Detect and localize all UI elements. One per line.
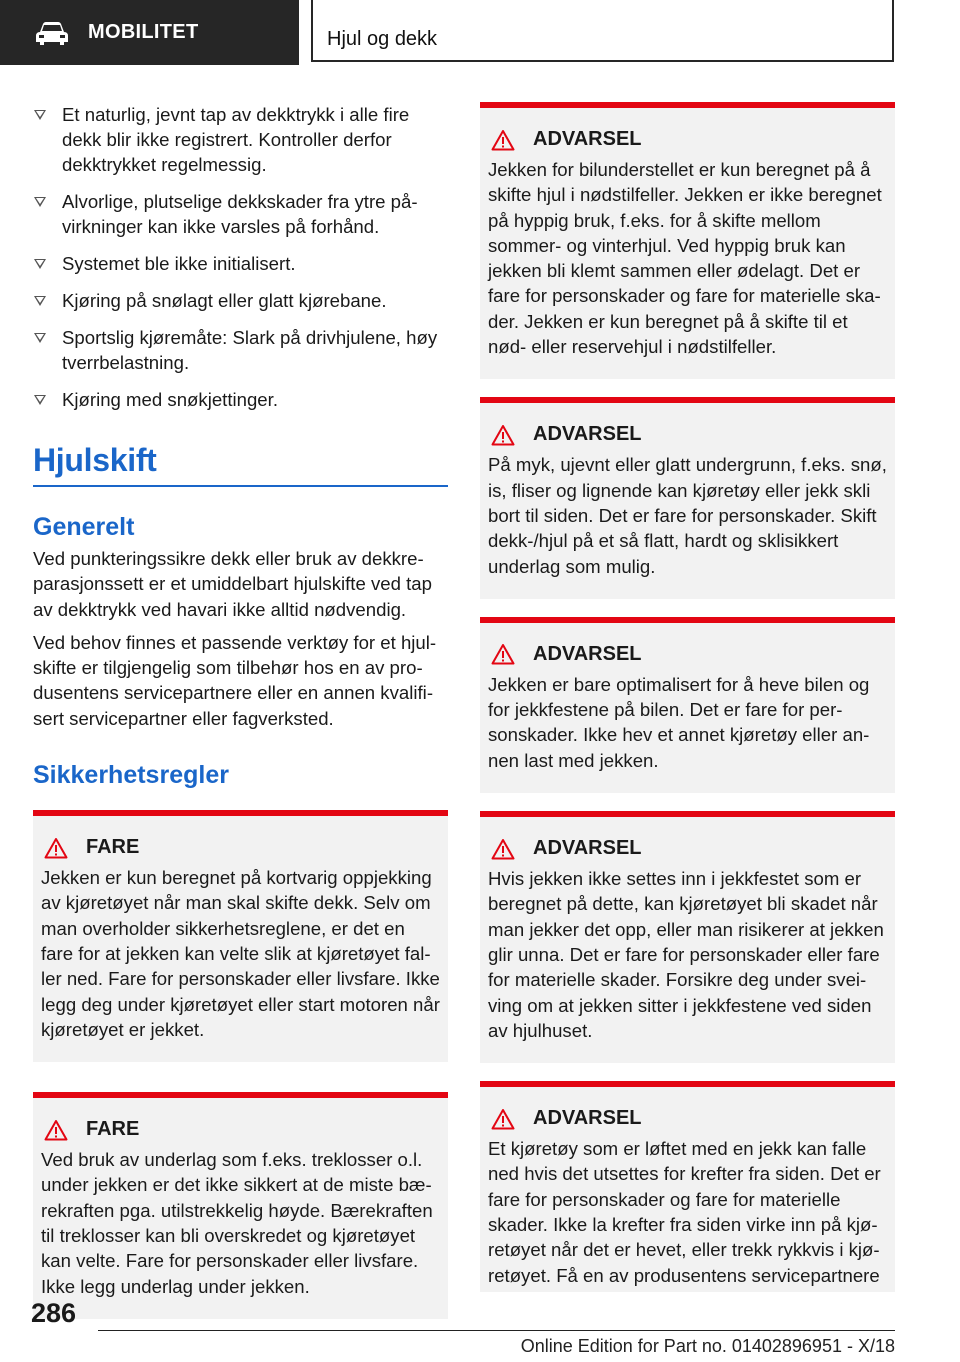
list-item-text: Systemet ble ikke initialisert. [62,253,296,274]
section-label: MOBILITET [88,21,199,43]
section-tab [0,0,299,65]
list-item [33,325,448,375]
footer-edition: Online Edition for Part no. 01402896951 - X/18 [520,1336,895,1356]
triangle-bullet-icon [34,296,46,306]
warning-label: ADVARSEL [533,837,642,860]
danger-label: FARE [86,1118,140,1141]
triangle-bullet-icon [34,110,46,120]
triangle-bullet-icon [34,395,46,405]
warning-label: ADVARSEL [533,423,642,446]
warning-text: Hvis jekken ikke settes inn i jekkfestet som er beregnet på dette, kan kjøretøyet bli skadet når man jekker det opp, eller man risikerer at jekken glir unna. Det er fare for personskader eller fare for materielle skader. Forsikre deg under sveiving om at jekken sitter i jekkfestene ved siden av hjulhuset. [488,868,884,1041]
warning-text: Et kjøretøy som er løftet med en jekk kan falle ned hvis det utsettes for krefter fra siden. Det er fare for personskader og fare for materielle skader. Ikke la krefter fra siden virke inn på kjøretøyet når det er hevet, eller trekk rykkvis i kjøretøyet. Få en av produsentens servicepartnere [488,1138,881,1286]
list-item [33,387,448,412]
warning-text: Jekken er bare optimalisert for å heve bilen og for jekkfestene på bilen. Det er fare for personskader. Ikke hev et annet kjøretøy eller annen last med jekken. [488,673,870,771]
list-item [33,102,448,177]
list-item [33,251,448,276]
triangle-bullet-icon [34,259,46,269]
list-item-text: Sportslig kjøremåte: Slark på drivhjulene, høy tverrbelastning. [62,327,438,373]
list-item [33,288,448,313]
page-heading: Hjulskift [33,442,448,487]
triangle-bullet-icon [34,197,46,207]
right-column [480,102,895,1292]
warning-label: ADVARSEL [533,128,642,150]
danger-label: FARE [86,836,140,859]
chapter-header [311,0,894,62]
bullet-list [33,102,448,412]
car-icon [34,20,70,46]
danger-box [33,810,448,1062]
warning-triangle-icon [491,643,515,665]
list-item-text: Et naturlig, jevnt tap av dekktrykk i alle fire dekk blir ikke registrert. Kontroller derfor dekktrykket regelmessig. [62,104,410,175]
list-item-text: Kjøring på snølagt eller glatt kjørebane. [62,290,387,311]
chapter-title: Hjul og dekk [327,28,438,50]
danger-text: Ved bruk av underlag som f.eks. treklosser o.l. under jekken er det ikke sikkert at de miste bærekraften pga. utilstrekkelig høyde. Bærekraften til treklosser kan bli overskredet og kjøretøyet kan velte. Fare for personskader eller livsfare. Ikke legg underlag under jekken. [41,1149,433,1297]
triangle-bullet-icon [34,333,46,343]
footer-divider [98,1330,895,1331]
safety-heading: Sikkerhetsregler [33,761,229,790]
warning-triangle-icon [491,838,515,860]
warning-label: ADVARSEL [533,1107,642,1130]
warning-box [480,811,895,1063]
warning-box [480,397,895,598]
page-number: 286 [31,1298,77,1328]
list-item-text: Alvorlige, plutselige dekkskader fra ytre påvirkninger kan ikke varsles på forhånd. [62,191,418,237]
general-paragraph-1: Ved punkteringssikre dekk eller bruk av dekkreparasjonssett er et umiddelbart hjulskifte ved tap av dekktrykk ved havari ikke alltid nødvendig. [33,548,432,620]
warning-box [480,1081,895,1292]
warning-text: På myk, ujevnt eller glatt undergrunn, f.eks. snø, is, fliser og lignende kan kjøretøy eller jekk skli bort til siden. Det er fare for personskader. Skift dekk-/hjul på et så flatt, hardt og sklisikkert underlag som mulig. [488,454,887,577]
warning-triangle-icon [491,424,515,446]
warning-text: Jekken for bilunderstellet er kun beregnet på å skifte hjul i nødstilfeller. Jekken er ikke beregnet på hyppig bruk, f.eks. for å skifte mellom sommer- og vinterhjul. Ved hyppig bruk kan jekken bli klemt sammen eller ødelagt. Det er fare for personskader og fare for materielle skader. Jekken er kun beregnet på å skifte til et nød- eller reservehjul i nødstilfeller. [488,159,882,358]
warning-triangle-icon [44,1119,68,1141]
list-item [33,189,448,239]
general-heading: Generelt [33,513,135,541]
warning-triangle-icon [44,837,68,859]
list-item-text: Kjøring med snøkjettinger. [62,389,278,410]
warning-box [480,102,895,379]
warning-box [480,617,895,793]
warning-triangle-icon [491,1108,515,1130]
general-paragraph-2: Ved behov finnes et passende verktøy for et hjulskifte er tilgjengelig som tilbehør hos en av produsentens servicepartnere eller en annen kvalifisert servicepartner eller fagverksted. [33,631,437,729]
danger-text: Jekken er kun beregnet på kortvarig oppjekking av kjøretøyet når man skal skifte dekk. Selv om man overholder sikkerhetsreglene, er det en fare for at jekken kan velte slik at kjøretøyet faller ned. Fare for personskader eller livsfare. Ikke legg deg under kjøretøyet eller start motoren når kjøretøyet er jekket. [41,867,440,1040]
left-column [33,102,448,1337]
warning-label: ADVARSEL [533,642,642,665]
danger-box [33,1092,448,1319]
warning-triangle-icon [491,129,515,151]
